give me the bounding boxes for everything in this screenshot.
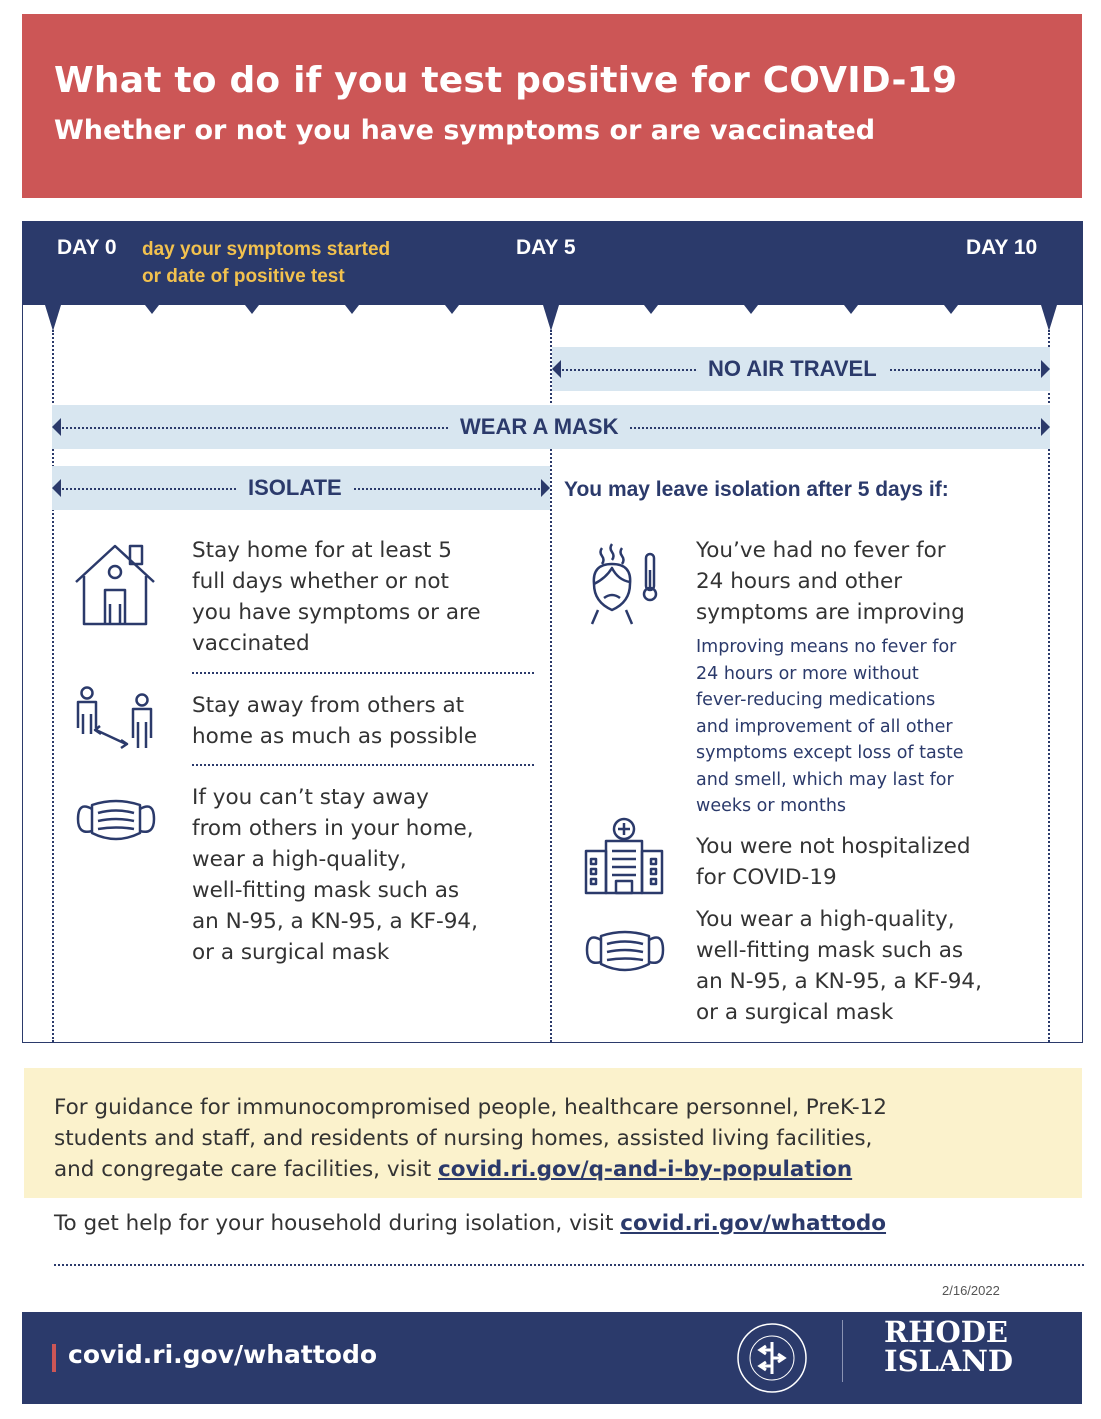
day0-note-line: day your symptoms started (142, 239, 391, 260)
text-line: and improvement of all other (696, 716, 953, 737)
mask-at-home-text (192, 782, 478, 968)
footer-separator (842, 1320, 843, 1382)
text-line: Stay away from others at (192, 693, 465, 718)
text-line: symptoms except loss of taste (696, 743, 964, 763)
footer-url[interactable]: covid.ri.gov/whattodo (68, 1340, 378, 1369)
text-line: you have symptoms or are (192, 600, 481, 625)
text-line: an N-95, a KN-95, a KF-94, (696, 969, 982, 994)
divider (192, 764, 534, 766)
population-guidance-link[interactable]: covid.ri.gov/q-and-i-by-population (438, 1157, 853, 1182)
arrow-left-icon (552, 360, 561, 378)
no-air-travel-label: NO AIR TRAVEL (696, 356, 889, 382)
day3-tick (345, 305, 359, 314)
day0-tick (45, 305, 61, 331)
day0-label: DAY 0 (57, 236, 117, 259)
text-line: or a surgical mask (696, 1000, 894, 1025)
text-line: for COVID-19 (696, 865, 837, 890)
fever-face-icon (584, 540, 666, 626)
text-line: home as much as possible (192, 724, 478, 749)
day10-tick (1041, 305, 1057, 331)
day5-label: DAY 5 (516, 236, 576, 259)
arrow-right-icon (1041, 418, 1050, 436)
header-banner (22, 14, 1082, 198)
publish-date: 2/16/2022 (942, 1283, 1000, 1298)
page-subtitle: Whether or not you have symptoms or are vaccinated (54, 115, 876, 146)
day8-tick (844, 305, 858, 314)
text-line: 24 hours and other (696, 569, 903, 594)
not-hospitalized-text (696, 831, 971, 893)
text-line: You were not hospitalized (696, 834, 971, 859)
text-line: full days whether or not (192, 569, 449, 594)
text-line: well-fitting mask such as (192, 878, 460, 903)
text-line: weeks or months (696, 796, 847, 816)
no-air-travel-band (552, 347, 1050, 391)
text-line: from others in your home, (192, 816, 474, 841)
improving-note (696, 634, 963, 820)
day9-tick (944, 305, 958, 314)
accent-bar (52, 1344, 56, 1372)
day1-tick (145, 305, 159, 314)
text-line: Improving means no fever for (696, 637, 957, 657)
text-line: You’ve had no fever for (696, 538, 946, 563)
text-line: well-fitting mask such as (696, 938, 964, 963)
text-line: wear a high-quality, (192, 847, 407, 872)
text-line: 24 hours or more without (696, 663, 919, 684)
wear-mask-label: WEAR A MASK (448, 414, 630, 440)
hospital-icon (582, 815, 666, 895)
social-distance-icon (70, 686, 160, 754)
guidance-text: and congregate care facilities, visit (54, 1157, 438, 1182)
leave-isolation-title: You may leave isolation after 5 days if: (564, 478, 949, 501)
whattodo-link[interactable]: covid.ri.gov/whattodo (620, 1211, 887, 1236)
text-line: Stay home for at least 5 (192, 538, 452, 563)
footer-bar (22, 1312, 1082, 1404)
divider (54, 1264, 1084, 1266)
timeline-bar (22, 221, 1083, 305)
text-line: symptoms are improving (696, 600, 965, 625)
page-title: What to do if you test positive for COVID-19 (54, 60, 958, 101)
logo-line: RHODE (884, 1315, 1009, 1349)
no-fever-text (696, 535, 965, 628)
house-icon (72, 540, 158, 630)
text-line: or a surgical mask (192, 940, 390, 965)
text-line: vaccinated (192, 631, 310, 656)
text-line: fever-reducing medications (696, 690, 936, 710)
guidance-line (54, 1154, 1082, 1185)
day5-tick (543, 305, 559, 331)
divider (192, 672, 534, 674)
day4-tick (445, 305, 459, 314)
arrow-left-icon (52, 418, 61, 436)
day2-tick (245, 305, 259, 314)
day0-note (142, 237, 390, 290)
guidance-line: students and staff, and residents of nursing homes, assisted living facilities, (54, 1126, 873, 1151)
rhode-island-logo (884, 1315, 1014, 1378)
wear-mask-text (696, 904, 982, 1028)
arrow-right-icon (541, 479, 550, 497)
arrow-left-icon (52, 479, 61, 497)
day6-tick (644, 305, 658, 314)
logo-line: ISLAND (884, 1344, 1014, 1378)
isolate-label: ISOLATE (236, 475, 354, 501)
isolate-band (52, 466, 550, 510)
help-text: To get help for your household during isolation, visit (54, 1211, 621, 1236)
guidance-line: For guidance for immunocompromised people, healthcare personnel, PreK-12 (54, 1095, 887, 1120)
face-mask-icon (74, 795, 158, 847)
stay-away-text (192, 690, 477, 752)
wear-mask-band (52, 405, 1050, 449)
day10-label: DAY 10 (966, 236, 1038, 259)
text-line: If you can’t stay away (192, 785, 429, 810)
arrow-right-icon (1041, 360, 1050, 378)
face-mask-icon (583, 926, 667, 978)
text-line: and smell, which may last for (696, 769, 954, 790)
stay-home-text (192, 535, 481, 659)
text-line: an N-95, a KN-95, a KF-94, (192, 909, 478, 934)
day7-tick (744, 305, 758, 314)
household-help-text (54, 1211, 886, 1236)
day0-note-line: or date of positive test (142, 265, 345, 287)
guidance-box (24, 1068, 1082, 1198)
text-line: You wear a high-quality, (696, 907, 955, 932)
department-of-health-seal-icon (732, 1318, 812, 1398)
